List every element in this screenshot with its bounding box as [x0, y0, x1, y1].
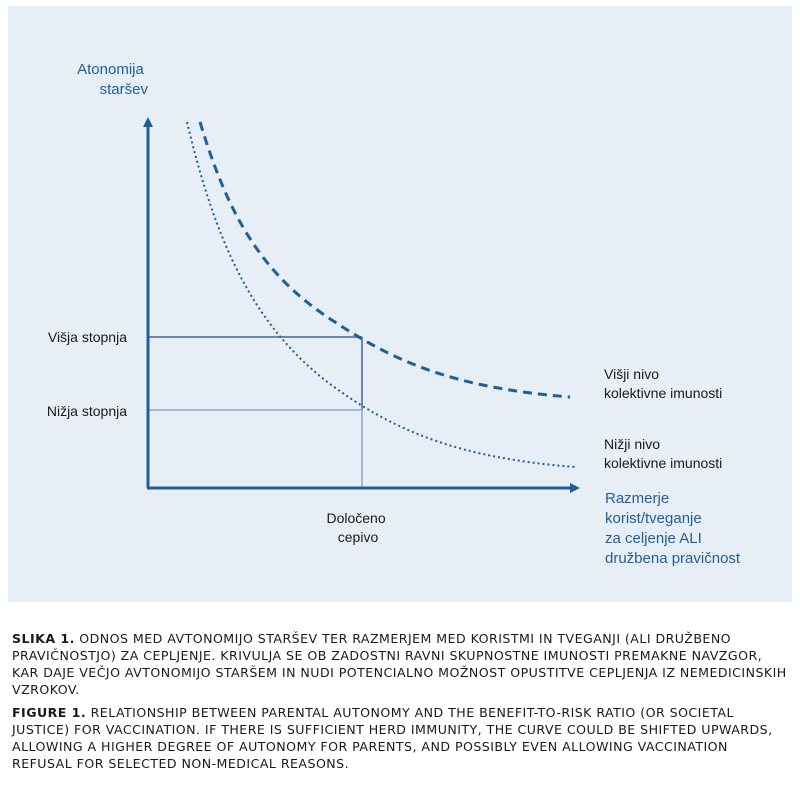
caption-slovenian — [12, 630, 790, 698]
y-axis-label: Atonomija staršev — [77, 61, 148, 98]
caption-english-label: FIGURE 1. — [12, 705, 87, 720]
caption-slovenian-text: ODNOS MED AVTONOMIJO STARŠEV TER RAZMERJEM MED KORISTMI IN TVEGANJI (ALI DRUŽBENO PRAVIČNOSTJO) ZA CEPLJENJE. KRIVULJA SE OB ZADOSTNI RAVNI SKUPNOSTNE IMUNOSTI PREMAKNE NAVZGOR, KAR DAJE VEČJO AVTONOMIJO STARŠEM IN NUDI POTENCIALNO MOŽNOST OPUSTITVE CEPLJENJA IZ NEMEDICINSKIH VZROKOV. — [12, 631, 787, 697]
y-level-higher-label: Višja stopnja — [47, 329, 127, 345]
figure-captions — [12, 630, 790, 778]
y-level-lower-label: Nižja stopnja — [46, 403, 127, 419]
caption-english-text: RELATIONSHIP BETWEEN PARENTAL AUTONOMY AND THE BENEFIT-TO-RISK RATIO (OR SOCIETAL JUSTICE) FOR VACCINATION. IF THERE IS SUFFICIENT HERD IMMUNITY, THE CURVE COULD BE SHIFTED UPWARDS, ALLOWING A HIGHER DEGREE OF AUTONOMY FOR PARENTS, AND POSSIBLY EVEN ALLOWING VACCINATION REFUSAL FOR SELECTED NON-MEDICAL REASONS. — [12, 705, 773, 771]
curve-lower-herd-immunity — [187, 122, 575, 467]
curve-higher-label: Višji nivo kolektivne imunosti — [604, 366, 723, 401]
x-marker-label: Določeno cepivo — [326, 510, 386, 545]
x-axis-label: Razmerje korist/tveganje za celjenje ALI družbena pravičnost — [605, 490, 741, 567]
curve-lower-label: Nižji nivo kolektivne imunosti — [604, 436, 723, 471]
caption-slovenian-label: SLIKA 1. — [12, 631, 75, 646]
caption-english — [12, 704, 790, 772]
curve-higher-herd-immunity — [200, 122, 570, 397]
